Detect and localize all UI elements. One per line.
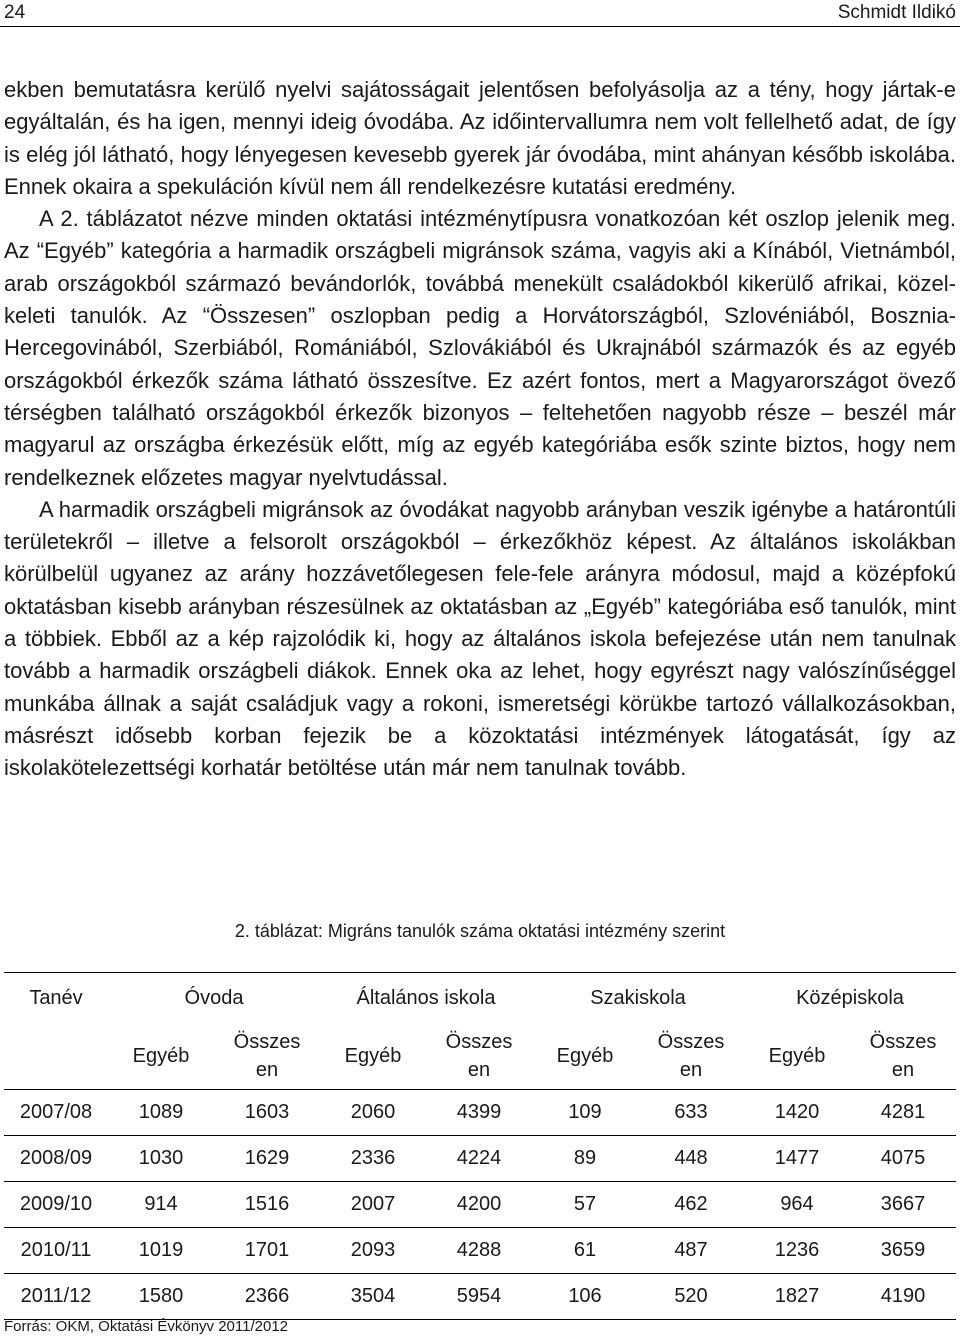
table-row bbox=[4, 1274, 956, 1320]
column-header-total bbox=[638, 1023, 744, 1090]
page-number: 24 bbox=[4, 2, 26, 23]
column-header-total-label: Összesen bbox=[869, 1031, 937, 1081]
column-group-szakiskola: Szakiskola bbox=[532, 973, 744, 1024]
migrant-students-table bbox=[4, 972, 956, 1320]
value-cell: 1420 bbox=[744, 1090, 850, 1136]
table-row bbox=[4, 1182, 956, 1228]
column-group-kozepiskola: Középiskola bbox=[744, 973, 956, 1024]
column-header-other: Egyéb bbox=[132, 1045, 190, 1067]
column-header-total-label: Összesen bbox=[657, 1031, 725, 1081]
value-cell: 1516 bbox=[214, 1182, 320, 1228]
value-cell: 4190 bbox=[850, 1274, 956, 1320]
value-cell: 1580 bbox=[108, 1274, 214, 1320]
table-header-row bbox=[4, 973, 956, 1024]
value-cell: 520 bbox=[638, 1274, 744, 1320]
value-cell: 2060 bbox=[320, 1090, 426, 1136]
value-cell: 57 bbox=[532, 1182, 638, 1228]
year-cell: 2008/09 bbox=[4, 1136, 108, 1182]
value-cell: 964 bbox=[744, 1182, 850, 1228]
year-cell: 2011/12 bbox=[4, 1274, 108, 1320]
body-text bbox=[4, 74, 956, 785]
value-cell: 1629 bbox=[214, 1136, 320, 1182]
value-cell: 89 bbox=[532, 1136, 638, 1182]
value-cell: 914 bbox=[108, 1182, 214, 1228]
year-cell: 2010/11 bbox=[4, 1228, 108, 1274]
value-cell: 2007 bbox=[320, 1182, 426, 1228]
value-cell: 1603 bbox=[214, 1090, 320, 1136]
paragraph: A 2. táblázatot nézve minden oktatási intézménytípusra vonatkozóan két oszlop jelenik meg. Az “Egyéb” kategória a harmadik országbeli migránsok száma, vagyis aki a Kínából, Vietnámból, arab országokból származó bevándorlók, továbbá menekült családokból kikerülő afrikai, közel-keleti tanulók. Az “Összesen” oszlopban pedig a Horvátországból, Szlovéniából, Bosznia-Hercegovinából, Szerbiából, Romániából, Szlovákiából és Ukrajnából származók és az egyéb országokból érkezők száma látható összesítve. Ez azért fontos, mert a Magyarországot övező térségben található országokból érkezők bizonyos – feltehetően nagyobb része – beszél már magyarul az országba érkezésük előtt, míg az egyéb kategóriába esők szinte biztos, hogy nem rendelkeznek előzetes magyar nyelvtudással. bbox=[4, 206, 956, 490]
value-cell: 448 bbox=[638, 1136, 744, 1182]
value-cell: 106 bbox=[532, 1274, 638, 1320]
value-cell: 2093 bbox=[320, 1228, 426, 1274]
table-row bbox=[4, 1228, 956, 1274]
value-cell: 1030 bbox=[108, 1136, 214, 1182]
value-cell: 2366 bbox=[214, 1274, 320, 1320]
table-caption: 2. táblázat: Migráns tanulók száma oktatási intézmény szerint bbox=[234, 921, 726, 941]
value-cell: 1477 bbox=[744, 1136, 850, 1182]
table-row bbox=[4, 1090, 956, 1136]
column-header-total bbox=[850, 1023, 956, 1090]
column-header-other: Egyéb bbox=[768, 1045, 826, 1067]
value-cell: 4200 bbox=[426, 1182, 532, 1228]
value-cell: 1019 bbox=[108, 1228, 214, 1274]
value-cell: 1701 bbox=[214, 1228, 320, 1274]
value-cell: 4399 bbox=[426, 1090, 532, 1136]
value-cell: 1827 bbox=[744, 1274, 850, 1320]
value-cell: 4288 bbox=[426, 1228, 532, 1274]
column-header-total-label: Összesen bbox=[445, 1031, 513, 1081]
column-header-other: Egyéb bbox=[344, 1045, 402, 1067]
value-cell: 2336 bbox=[320, 1136, 426, 1182]
value-cell: 1089 bbox=[108, 1090, 214, 1136]
value-cell: 61 bbox=[532, 1228, 638, 1274]
paragraph: ekben bemutatásra kerülő nyelvi sajátosságait jelentősen befolyásolja az a tény, hogy jártak-e egyáltalán, és ha igen, mennyi ideig óvodába. Az időintervallumra nem volt fellelhető adat, de így is elég jól látható, hogy lényegesen kevesebb gyerek jár óvodába, mint ahányan később iskolába. Ennek okaira a spekuláción kívül nem áll rendelkezésre kutatási eredmény. bbox=[4, 77, 956, 199]
empty-cell bbox=[4, 1023, 108, 1090]
value-cell: 633 bbox=[638, 1090, 744, 1136]
column-header-year: Tanév bbox=[4, 973, 108, 1024]
value-cell: 4075 bbox=[850, 1136, 956, 1182]
column-header-other: Egyéb bbox=[556, 1045, 614, 1067]
column-header-total-label: Összesen bbox=[233, 1031, 301, 1081]
column-header-total bbox=[214, 1023, 320, 1090]
table-subheader-row bbox=[4, 1023, 956, 1090]
running-head-author: Schmidt Ildikó bbox=[837, 2, 956, 23]
column-group-ovoda: Óvoda bbox=[108, 973, 320, 1024]
value-cell: 4224 bbox=[426, 1136, 532, 1182]
value-cell: 487 bbox=[638, 1228, 744, 1274]
year-cell: 2009/10 bbox=[4, 1182, 108, 1228]
paragraph: A harmadik országbeli migránsok az óvodákat nagyobb arányban veszik igénybe a határontúli területekről – illetve a felsorolt országokból – érkezőkhöz képest. Az általános iskolákban körülbelül ugyanez az arány hozzávetőlegesen fele-fele arányra módosul, majd a középfokú oktatásban kisebb arányban részesülnek az oktatásban az „Egyéb” kategóriába eső tanulók, mint a többiek. Ebből az a kép rajzolódik ki, hogy az általános iskola befejezése után nem tanulnak tovább a harmadik országbeli diákok. Ennek oka az lehet, hogy egyrészt nagy valószínűséggel munkába állnak a saját családjuk vagy a rokoni, ismeretségi körükbe tartozó vállalkozásokban, másrészt idősebb korban fejezik be a közoktatási intézmények látogatását, így az iskolakötelezettségi korhatár betöltése után már nem tanulnak tovább. bbox=[4, 496, 956, 781]
page-header bbox=[0, 0, 960, 27]
column-group-altalanos-iskola: Általános iskola bbox=[320, 973, 532, 1024]
value-cell: 1236 bbox=[744, 1228, 850, 1274]
column-header-total bbox=[426, 1023, 532, 1090]
value-cell: 109 bbox=[532, 1090, 638, 1136]
value-cell: 3659 bbox=[850, 1228, 956, 1274]
value-cell: 3504 bbox=[320, 1274, 426, 1320]
value-cell: 3667 bbox=[850, 1182, 956, 1228]
table-source-note: Forrás: OKM, Oktatási Évkönyv 2011/2012 bbox=[4, 1318, 289, 1335]
value-cell: 4281 bbox=[850, 1090, 956, 1136]
value-cell: 5954 bbox=[426, 1274, 532, 1320]
value-cell: 462 bbox=[638, 1182, 744, 1228]
year-cell: 2007/08 bbox=[4, 1090, 108, 1136]
table-row bbox=[4, 1136, 956, 1182]
